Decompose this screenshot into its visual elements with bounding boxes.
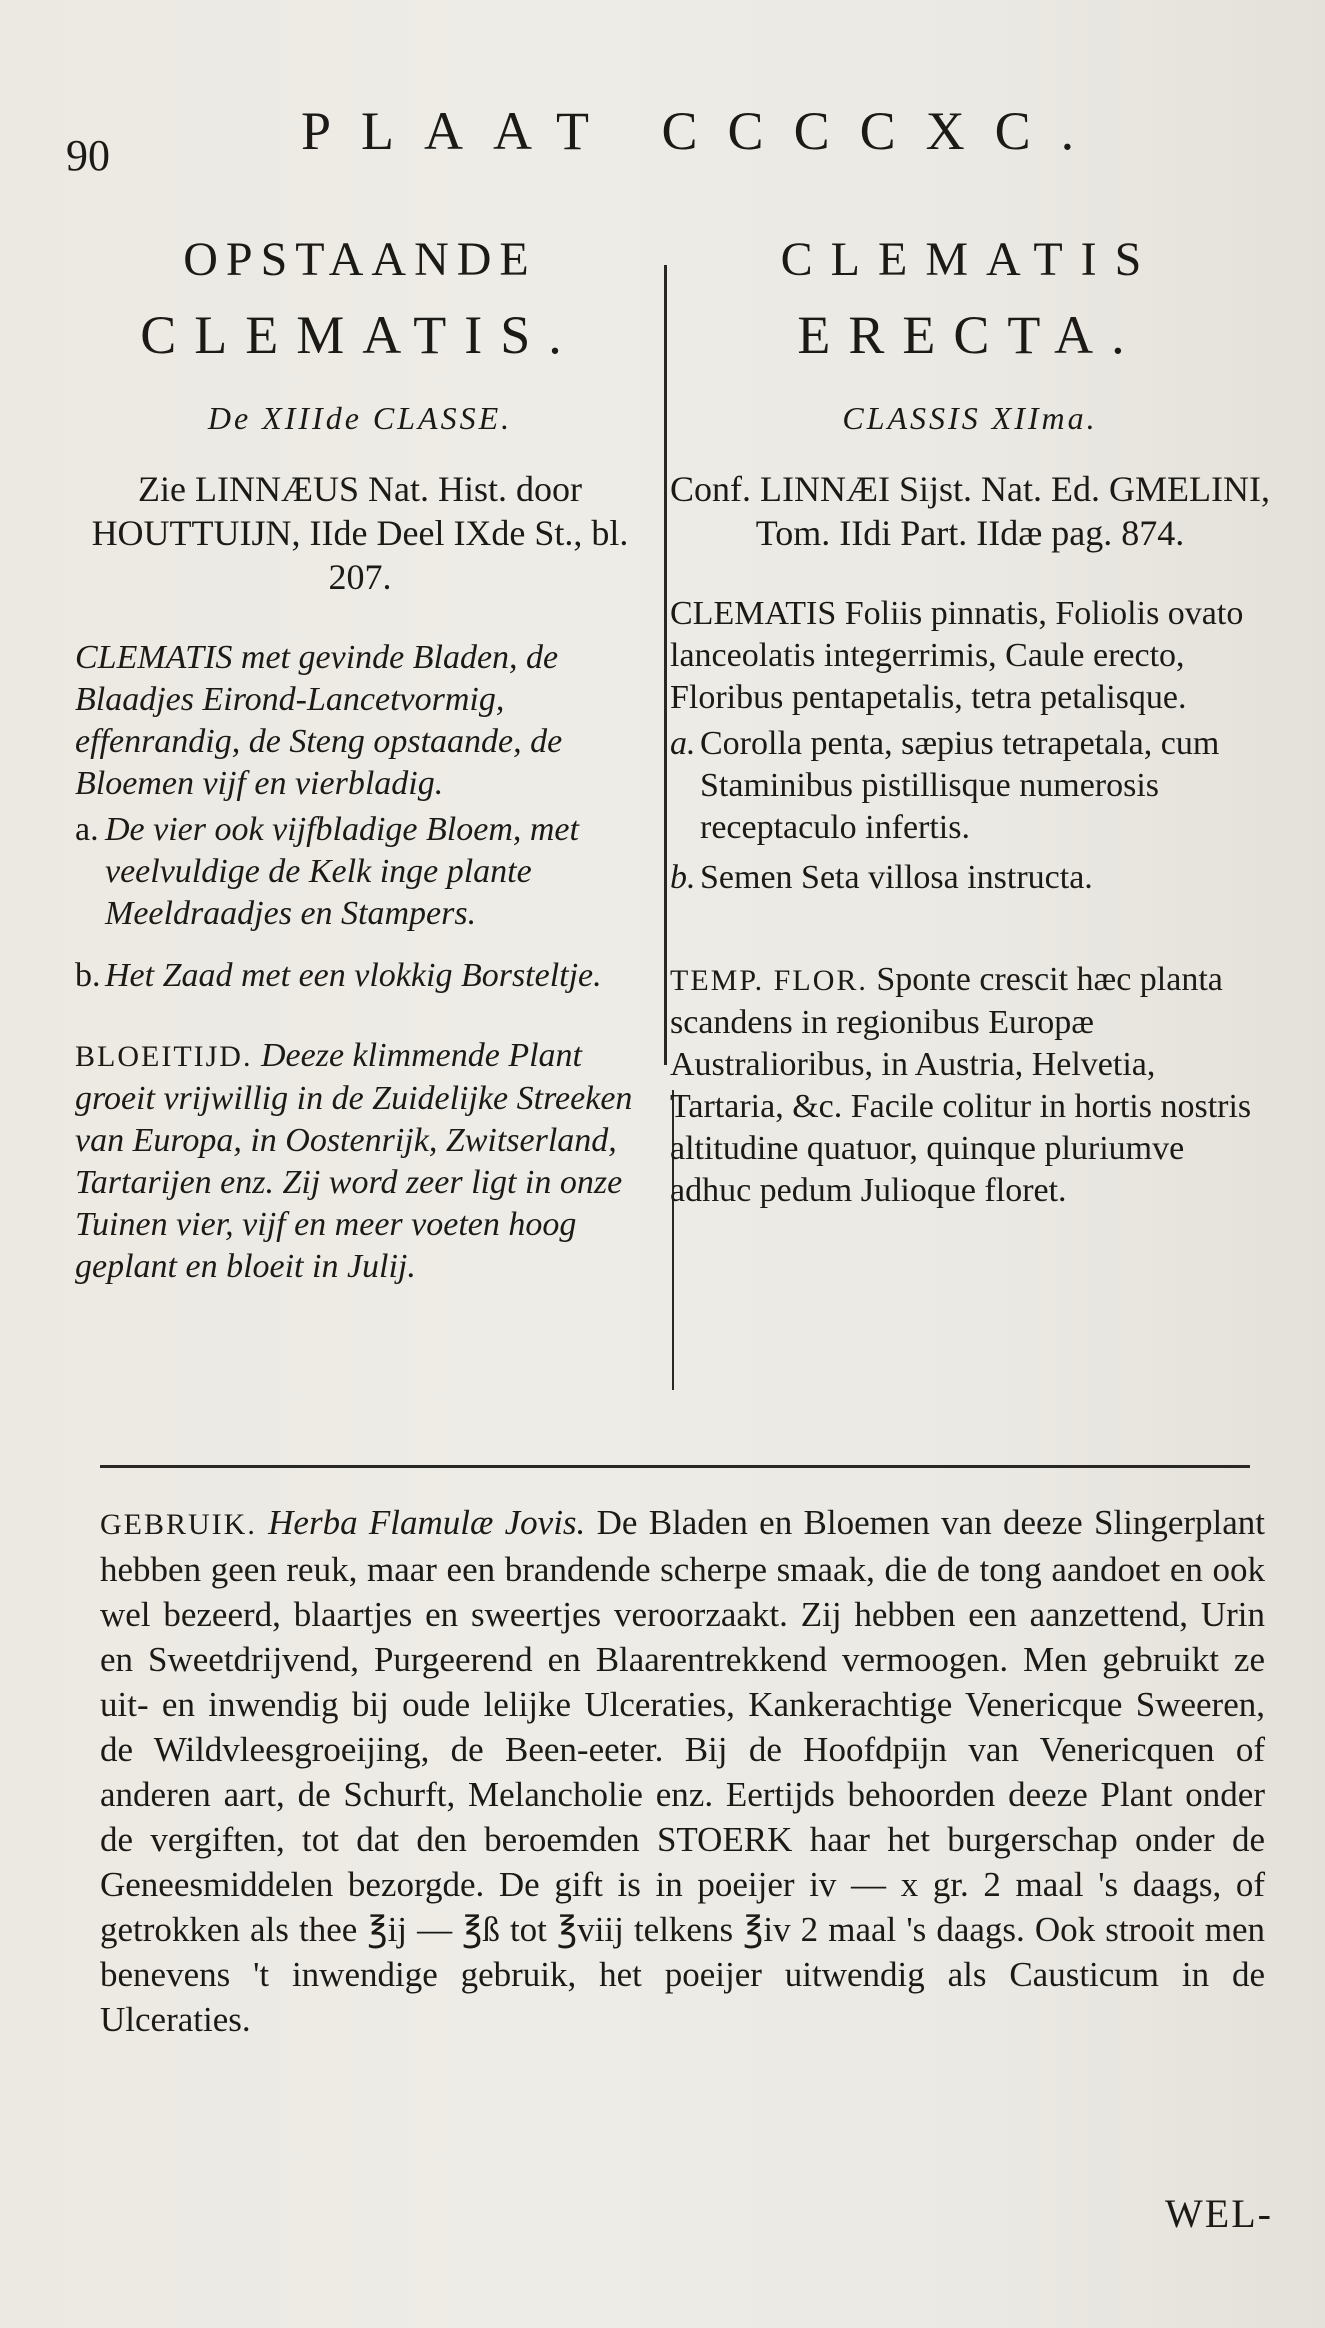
latin-item-a-label: a. [670,725,696,762]
dutch-item-a [75,809,645,935]
dutch-bloeitijd-label: BLOEITIJD. [75,1040,253,1073]
dutch-item-a-text: De vier ook vijfbladige Bloem, met veelvuldige de Kelk inge plante Meeldraadjes en Stampers. [105,811,579,932]
dutch-classe: De XIIIde CLASSE. [207,400,513,436]
dutch-reference: Zie LINNÆUS Nat. Hist. door HOUTTUIJN, IIde Deel IXde St., bl. 207. [91,469,629,597]
running-title: PLAAT CCCCXC. [301,101,1105,161]
dutch-item-b-label: b. [75,957,101,994]
dutch-title-line1: OPSTAANDE [183,233,537,286]
latin-title-line1: CLEMATIS [780,233,1160,286]
column-divider [664,265,667,1065]
latin-item-b-text: Semen Seta villosa instructa. [700,859,1093,896]
dutch-bloeitijd-text: Deeze klimmende Plant groeit vrijwillig in de Zuidelijke Streeken van Europa, in Oostenrijk, Zwitserland, Tartarijen enz. Zij word zeer ligt in onze Tuinen vier, vijf en meer voeten hoog geplant en bloeit in Julij. [75,1037,633,1285]
latin-item-a [670,723,1270,849]
latin-temp-flor-text: Sponte crescit hæc planta scandens in regionibus Europæ Australioribus, in Austria, Helvetia, Tartaria, &c. Facile colitur in hortis nostris altitudine quatuor, quinque pluriumve adhuc pedum Julioque floret. [670,961,1252,1209]
section-divider [100,1465,1250,1468]
dutch-description: CLEMATIS met gevinde Bladen, de Blaadjes Eirond-Lancetvormig, effenrandig, de Steng opstaande, de Bloemen vijf en vierbladig. [75,639,563,802]
dutch-column [75,230,645,1288]
dutch-item-b-text: Het Zaad met een vlokkig Borsteltje. [105,957,602,994]
page-header [66,100,1266,180]
gebruik-section [100,1500,1265,2042]
latin-item-a-text: Corolla penta, sæpius tetrapetala, cum Staminibus pistillisque numerosis receptaculo infertis. [700,725,1220,846]
dutch-item-b [75,955,645,997]
latin-description: CLEMATIS Foliis pinnatis, Foliolis ovato lanceolatis integerrimis, Caule erecto, Floribus pentapetalis, tetra petalisque. [670,595,1244,716]
latin-item-b-label: b. [670,859,696,896]
catchword: WEL- [1165,2191,1273,2236]
latin-temp-flor [670,959,1270,1212]
latin-classis: CLASSIS XIIma. [842,400,1098,436]
dutch-item-a-label: a. [75,811,99,848]
latin-title-line2: ERECTA. [797,305,1143,365]
gebruik-text: De Bladen en Bloemen van deeze Slingerplant hebben geen reuk, maar een brandende scherpe smaak, die de tong aandoet en ook wel bezeerd, blaartjes en sweertjes veroorzaakt. Zij hebben een aanzettend, Urin en Sweetdrijvend, Purgeerend en Blaarentrekkend vermoogen. Men gebruikt ze uit- en inwendig bij oude lelijke Ulceraties, Kankerachtige Venericque Sweeren, de Wildvleesgroeijing, de Been-eeter. Bij de Hoofdpijn van Venericquen of anderen aart, de Schurft, Melancholie enz. Eertijds behoorden deeze Plant onder de vergiften, tot dat den beroemden STOERK haar het burgerschap onder de Geneesmiddelen bezorgde. De gift is in poeijer iv — x gr. 2 maal 's daags, of getrokken als thee ℥ij — ℥ß tot ℥viij telkens ℥iv 2 maal 's daags. Ook strooit men benevens 't inwendige gebruik, het poeijer uitwendig als Causticum in de Ulceraties. [100,1503,1266,2039]
page-number: 90 [66,131,110,180]
herba-name: Herba Flamulæ Jovis. [268,1503,586,1542]
latin-column [670,230,1270,1212]
dutch-title-line2: CLEMATIS. [140,305,580,365]
gebruik-label: GEBRUIK. [100,1508,257,1541]
latin-reference: Conf. LINNÆI Sijst. Nat. Ed. GMELINI, Tom. IIdi Part. IIdæ pag. 874. [670,469,1270,553]
latin-temp-flor-label: TEMP. FLOR. [670,964,868,997]
latin-item-b [670,857,1270,899]
dutch-bloeitijd [75,1035,645,1288]
